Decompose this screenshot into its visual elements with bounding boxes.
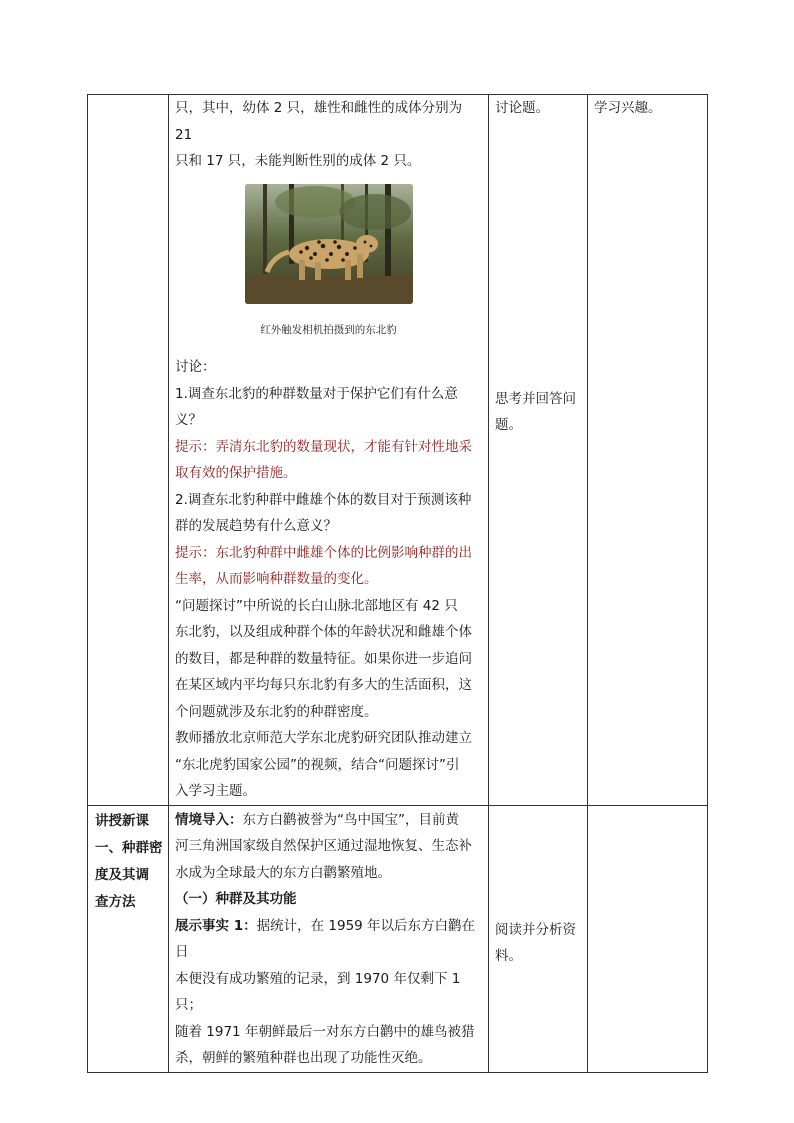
- situation-line-1: [175, 807, 482, 834]
- intro-line-1: 只，其中，幼体 2 只，雄性和雌性的成体分别为 21: [175, 100, 463, 143]
- section-heading: （一）种群及其功能: [175, 891, 297, 907]
- fact-line-3: 随着 1971 年朝鲜最后一对东方白鹳中的雄鸟被猎: [175, 1023, 475, 1040]
- leopard-figure: [175, 184, 482, 314]
- teaching-content-cell: [169, 805, 489, 1072]
- stage-line-3: 度及其调: [95, 866, 149, 883]
- intent-learning-interest: 学习兴趣。: [594, 100, 662, 116]
- situation-line-2: 河三角洲国家级自然保护区通过湿地恢复、生态补: [175, 838, 472, 854]
- teaching-content-cell: [169, 95, 489, 806]
- paragraph-line-3: 的数目，都是种群的数量特征。如果你进一步追问: [175, 650, 472, 667]
- paragraph-line-5: 个问题就涉及东北豹的种群密度。: [175, 703, 378, 720]
- situation-label: 情境导入：: [175, 811, 243, 828]
- paragraph-line-1: “问题探讨”中所说的长白山脉北部地区有 42 只: [175, 597, 458, 614]
- stage-line-4: 查方法: [95, 893, 136, 910]
- situation-text-1: 东方白鹳被誉为“鸟中国宝”，目前黄: [242, 811, 459, 828]
- activity-think-line-1: 思考并回答问: [495, 390, 576, 407]
- lesson-plan-table: [87, 94, 708, 1073]
- activity-read-line-1: 阅读并分析资: [495, 921, 576, 938]
- discussion-label: 讨论：: [175, 359, 216, 375]
- fact-line-4: 杀，朝鲜的繁殖种群也出现了功能性灭绝。: [175, 1050, 432, 1066]
- leopard-photo-icon: [245, 184, 413, 304]
- situation-line-3: 水成为全球最大的东方白鹳繁殖地。: [175, 864, 391, 881]
- question-1-line-1: 1.调查东北豹的种群数量对于保护它们有什么意: [175, 385, 458, 402]
- student-activity-cell: [489, 95, 588, 806]
- teacher-line-2: “东北虎豹国家公园”的视频，结合“问题探讨”引: [175, 756, 460, 773]
- stage-cell: [88, 805, 169, 1072]
- stage-line-2: 一、种群密: [95, 839, 163, 856]
- student-activity-cell: [489, 805, 588, 1072]
- activity-discussion: 讨论题。: [495, 100, 549, 116]
- question-2-line-2: 群的发展趋势有什么意义？: [175, 518, 337, 534]
- hint-1-line-1: 提示：弄清东北豹的数量现状，才能有针对性地采: [175, 438, 472, 455]
- hint-2-line-1: 提示：东北豹种群中雌雄个体的比例影响种群的出: [175, 544, 472, 561]
- activity-read-line-2: 料。: [495, 948, 522, 964]
- hint-1-line-2: 取有效的保护措施。: [175, 465, 297, 481]
- teacher-line-3: 入学习主题。: [175, 783, 256, 799]
- fact-line-1: [175, 913, 482, 966]
- paragraph-line-4: 在某区域内平均每只东北豹有多大的生活面积，这: [175, 677, 472, 693]
- teacher-line-1: 教师播放北京师范大学东北虎豹研究团队推动建立: [175, 730, 472, 746]
- stage-line-1: 讲授新课: [95, 812, 149, 829]
- activity-think-line-2: 题。: [495, 417, 522, 433]
- stage-cell-empty: [88, 95, 169, 806]
- table-row: [88, 95, 708, 806]
- question-2-line-1: 2.调查东北豹种群中雌雄个体的数目对于预测该种: [175, 491, 472, 508]
- design-intent-cell-empty: [588, 805, 708, 1072]
- photo-caption: 红外触发相机拍摄到的东北豹: [260, 324, 397, 336]
- table-row: [88, 805, 708, 1072]
- hint-2-line-2: 生率，从而影响种群数量的变化。: [175, 571, 378, 587]
- design-intent-cell: [588, 95, 708, 806]
- question-1-line-2: 义？: [175, 412, 202, 428]
- fact-label: 展示事实 1：: [175, 917, 257, 934]
- intro-line-2: 只和 17 只，未能判断性别的成体 2 只。: [175, 153, 421, 169]
- fact-line-2: 本便没有成功繁殖的记录，到 1970 年仅剩下 1 只；: [175, 970, 461, 1013]
- fact-text-1: 据统计，在 1959 年以后东方白鹳在日: [175, 917, 476, 960]
- paragraph-line-2: 东北豹，以及组成种群个体的年龄状况和雌雄个体: [175, 624, 472, 640]
